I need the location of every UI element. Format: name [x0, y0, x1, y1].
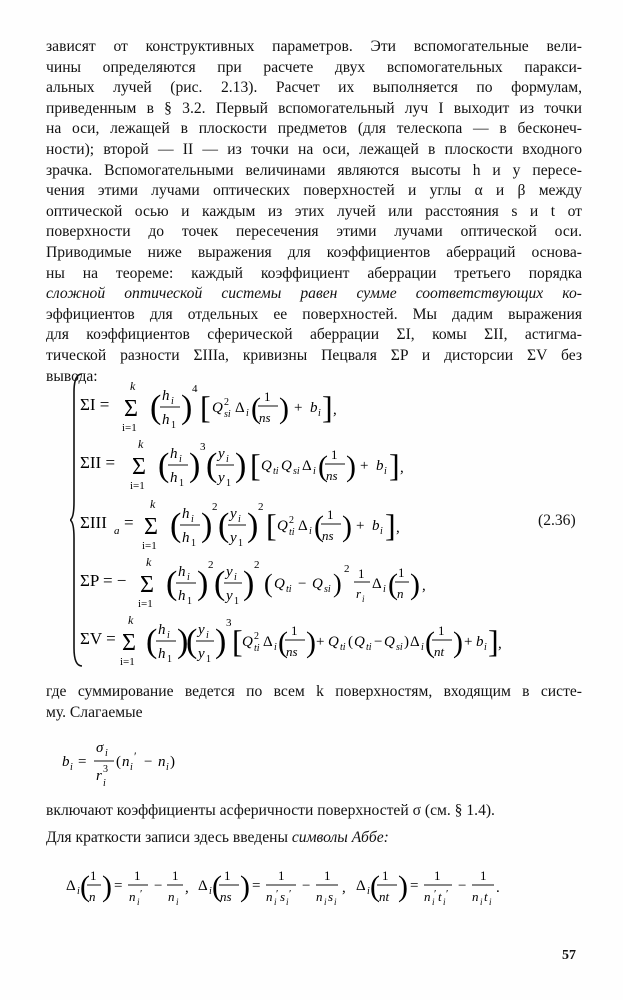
svg-text:y: y: [226, 588, 233, 604]
svg-text:t: t: [438, 889, 442, 904]
svg-text:−: −: [144, 754, 153, 770]
svg-text:1: 1: [480, 868, 487, 883]
svg-text:r: r: [96, 768, 102, 784]
svg-text:h: h: [158, 646, 166, 662]
svg-text:): ): [333, 569, 342, 598]
svg-text:): ): [453, 626, 463, 659]
svg-text:2: 2: [208, 559, 214, 571]
svg-text:ns: ns: [322, 528, 334, 543]
svg-text:1: 1: [264, 389, 271, 404]
svg-text:i: i: [206, 630, 209, 641]
svg-text:s: s: [280, 889, 286, 904]
page-number: 57: [562, 948, 576, 963]
svg-text:1: 1: [171, 420, 176, 431]
svg-text:Q: Q: [261, 458, 272, 474]
svg-text:h: h: [170, 446, 178, 462]
formula-bi: [62, 730, 242, 794]
svg-text:): ): [279, 392, 289, 425]
svg-text:n: n: [89, 889, 96, 904]
svg-text:h: h: [182, 506, 190, 522]
svg-text:): ): [181, 389, 193, 426]
abbe-line: [46, 828, 582, 849]
equation-sum-spherical: [78, 374, 498, 434]
svg-text:n: n: [158, 754, 166, 770]
svg-text:′: ′: [140, 888, 143, 900]
svg-text:3: 3: [103, 764, 108, 775]
svg-text:4: 4: [192, 383, 198, 395]
svg-text:i: i: [484, 642, 487, 653]
svg-text:n: n: [122, 754, 130, 770]
svg-text:h: h: [162, 388, 170, 404]
eq-label-sI: ΣI =: [80, 395, 110, 414]
svg-text:]: ]: [389, 447, 400, 483]
svg-text:si: si: [224, 409, 231, 420]
svg-text:(: (: [212, 870, 222, 903]
svg-text:−: −: [154, 878, 163, 894]
svg-text:i: i: [324, 897, 327, 907]
text-line: включают коэффициенты асферичности поверхностей σ (см. § 1.4).: [46, 802, 495, 819]
equation-sum-petzval: [78, 550, 498, 610]
svg-text:b: b: [376, 458, 384, 474]
svg-text:1: 1: [278, 868, 285, 883]
svg-text:−: −: [298, 576, 307, 592]
svg-text:i: i: [226, 454, 229, 465]
svg-text:,: ,: [396, 520, 400, 536]
svg-text:i: i: [176, 897, 179, 907]
svg-text:h: h: [182, 530, 190, 546]
svg-text:i: i: [362, 594, 365, 604]
svg-text:b: b: [310, 400, 318, 416]
text-line: зависят от конструктивных параметров. Эти вспомогательные вели-: [46, 38, 582, 55]
svg-text:i=1: i=1: [138, 598, 153, 610]
svg-text:i=1: i=1: [122, 422, 137, 434]
text-line: вывода:: [46, 367, 98, 385]
svg-text:=: =: [410, 878, 419, 894]
svg-text:ns: ns: [259, 410, 271, 425]
svg-text:k: k: [138, 437, 144, 451]
svg-text:(: (: [218, 507, 230, 544]
svg-text:+: +: [464, 634, 473, 650]
svg-text:(: (: [314, 510, 324, 543]
svg-text:Q: Q: [312, 576, 323, 592]
svg-text:1: 1: [358, 566, 365, 581]
svg-text:i: i: [103, 778, 106, 789]
svg-text:Σ: Σ: [140, 572, 154, 598]
text-line: зрачка. Вспомогательными величинами являются высоты h и y пересе-: [46, 161, 582, 179]
svg-text:2: 2: [224, 397, 229, 408]
svg-text:): ): [243, 565, 255, 602]
svg-text:σ: σ: [96, 740, 104, 756]
svg-text:+: +: [316, 634, 325, 650]
svg-text:y: y: [218, 446, 225, 462]
svg-text:i: i: [246, 408, 249, 419]
equation-sum-astigmatism: [78, 492, 498, 552]
svg-text:,: ,: [333, 402, 337, 418]
svg-text:ti: ti: [289, 527, 295, 538]
svg-text:′: ′: [446, 888, 449, 900]
svg-text:h: h: [178, 588, 186, 604]
svg-text:−: −: [374, 634, 383, 650]
svg-text:1: 1: [238, 538, 243, 549]
svg-text:1: 1: [234, 596, 239, 607]
svg-text:1: 1: [382, 868, 389, 883]
text-line: чины определяются при расчете двух вспомогательных паракси-: [46, 58, 582, 76]
svg-text:k: k: [128, 613, 134, 627]
svg-text:y: y: [226, 564, 233, 580]
svg-text:y: y: [198, 646, 205, 662]
svg-text:h: h: [170, 470, 178, 486]
svg-text:): ): [177, 623, 189, 660]
abbe-line-pre: Для краткости записи здесь введены: [46, 829, 292, 846]
svg-text:n: n: [472, 889, 479, 904]
eq-label-sIII-eq: =: [124, 513, 134, 532]
svg-text:1: 1: [398, 565, 405, 580]
svg-text:]: ]: [488, 623, 499, 659]
text-line: [46, 828, 582, 849]
text-line: чения этими лучами оптических поверхностей и углы α и β между: [46, 182, 582, 200]
svg-text:Q: Q: [281, 458, 292, 474]
svg-text:1: 1: [90, 868, 97, 883]
svg-text:,: ,: [400, 460, 404, 476]
svg-text:=: =: [252, 878, 261, 894]
svg-text:i: i: [209, 886, 212, 897]
svg-text:): ): [346, 450, 356, 483]
svg-text:1: 1: [206, 654, 211, 665]
svg-text:1: 1: [172, 868, 179, 883]
svg-text:): ): [342, 510, 352, 543]
svg-text:3: 3: [200, 441, 206, 453]
svg-text:i: i: [166, 762, 169, 773]
svg-text:y: y: [198, 622, 205, 638]
svg-text:(: (: [370, 870, 380, 903]
svg-text:(: (: [170, 507, 182, 544]
svg-text:(: (: [80, 870, 90, 903]
svg-text:i: i: [313, 466, 316, 477]
svg-text:Σ: Σ: [122, 630, 136, 656]
text-line: Приводимые ниже выражения для коэффициентов аберраций основа-: [46, 243, 582, 261]
text-line: альных лучей (рис. 2.13). Расчет их выполняется по формулам,: [46, 79, 582, 97]
svg-text:Δ: Δ: [298, 518, 308, 534]
svg-text:1: 1: [331, 447, 338, 462]
svg-text:i: i: [480, 897, 483, 907]
svg-text:ns: ns: [220, 889, 232, 904]
svg-text:i: i: [70, 762, 73, 773]
svg-text:): ): [404, 634, 409, 650]
text-line: приведенным в § 3.2. Первый вспомогательный луч I выходит из точки: [46, 99, 582, 117]
svg-text:Δ: Δ: [198, 878, 208, 894]
svg-text:i: i: [105, 748, 108, 759]
text-line: ны на теореме: каждый коэффициент аберрации третьего порядка: [46, 264, 582, 282]
svg-text:(: (: [150, 389, 162, 426]
svg-text:b: b: [62, 754, 70, 770]
svg-text:1: 1: [291, 623, 298, 638]
text-line: сложной оптической системы равен сумме соответствующих ко-: [46, 285, 582, 303]
svg-text:i: i: [179, 454, 182, 465]
svg-text:,: ,: [185, 880, 189, 896]
svg-text:nt: nt: [379, 889, 390, 904]
svg-text:Q: Q: [274, 576, 285, 592]
svg-text:Δ: Δ: [302, 458, 312, 474]
text-line: где суммирование ведется по всем k поверхностям, входящим в систе-: [46, 683, 582, 700]
svg-text:−: −: [458, 878, 467, 894]
svg-text:Δ: Δ: [356, 878, 366, 894]
svg-text:ns: ns: [326, 468, 338, 483]
svg-text:1: 1: [179, 478, 184, 489]
svg-text:Δ: Δ: [410, 634, 420, 650]
svg-text:2: 2: [344, 563, 350, 575]
svg-text:i: i: [274, 642, 277, 653]
svg-text:1: 1: [167, 654, 172, 665]
svg-text:1: 1: [226, 478, 231, 489]
svg-text:Δ: Δ: [263, 634, 273, 650]
svg-text:): ): [306, 626, 316, 659]
svg-text:′: ′: [276, 888, 279, 900]
intro-paragraph: [46, 37, 582, 387]
svg-text:n: n: [168, 889, 175, 904]
svg-text:k: k: [146, 555, 152, 569]
svg-text:): ): [247, 507, 259, 544]
svg-text:(: (: [116, 754, 121, 770]
svg-text:i: i: [77, 886, 80, 897]
svg-text:=: =: [114, 878, 123, 894]
svg-text:h: h: [178, 564, 186, 580]
svg-text:2: 2: [254, 559, 260, 571]
svg-text:′: ′: [289, 888, 292, 900]
svg-text:): ): [170, 754, 175, 770]
svg-text:[: [: [200, 389, 211, 425]
svg-text:y: y: [230, 530, 237, 546]
svg-text:i: i: [367, 886, 370, 897]
svg-text:2: 2: [254, 631, 259, 642]
svg-text:i: i: [274, 897, 277, 907]
svg-text:): ): [197, 565, 209, 602]
svg-text:i: i: [334, 897, 337, 907]
svg-text:2: 2: [289, 515, 294, 526]
svg-text:Δ: Δ: [66, 878, 76, 894]
svg-text:i: i: [234, 572, 237, 583]
svg-text:,: ,: [342, 880, 346, 896]
svg-text:Q: Q: [384, 634, 395, 650]
sum-explanation: [46, 682, 582, 723]
text-line: ности); второй — II — из точки на оси, лежащей в плоскости входного: [46, 140, 582, 158]
svg-text:i: i: [167, 630, 170, 641]
svg-text:y: y: [218, 470, 225, 486]
svg-text:.: .: [496, 880, 500, 896]
equation-sum-coma: [78, 432, 498, 492]
svg-text:−: −: [302, 878, 311, 894]
svg-text:si: si: [324, 584, 331, 595]
svg-text:ti: ti: [254, 643, 260, 654]
svg-text:n: n: [316, 889, 323, 904]
svg-text:i: i: [286, 897, 289, 907]
svg-text:(: (: [348, 634, 353, 650]
svg-text:Σ: Σ: [132, 454, 146, 480]
svg-text:i: i: [309, 526, 312, 537]
svg-text:n: n: [397, 586, 404, 601]
svg-text:): ): [215, 623, 227, 660]
text-line: на оси, лежащей в плоскости предметов (для телескопа — в бесконеч-: [46, 120, 582, 138]
svg-text:i=1: i=1: [120, 656, 135, 668]
text-line: эффициентов для отдельных ее поверхностей. Мы дадим выражения: [46, 305, 582, 323]
svg-text:i: i: [238, 514, 241, 525]
svg-text:n: n: [266, 889, 273, 904]
svg-text:2: 2: [212, 501, 218, 513]
svg-text:h: h: [158, 622, 166, 638]
svg-text:i: i: [489, 897, 492, 907]
svg-text:Δ: Δ: [372, 576, 382, 592]
svg-text:b: b: [372, 518, 380, 534]
svg-text:+: +: [360, 458, 369, 474]
equation-number: (2.36): [538, 512, 576, 529]
svg-text:n: n: [424, 889, 431, 904]
svg-text:Q: Q: [242, 634, 253, 650]
svg-text:): ): [189, 447, 201, 484]
svg-text:,: ,: [422, 578, 426, 594]
svg-text:1: 1: [327, 507, 334, 522]
svg-text:i: i: [187, 572, 190, 583]
svg-text:′: ′: [434, 888, 437, 900]
svg-text:h: h: [162, 412, 170, 428]
svg-text:nt: nt: [434, 644, 445, 659]
svg-text:Σ: Σ: [144, 514, 158, 540]
formula-abbe-symbols: [66, 856, 566, 916]
svg-text:i: i: [137, 897, 140, 907]
svg-text:(: (: [264, 569, 273, 598]
svg-text:1: 1: [438, 623, 445, 638]
svg-text:i: i: [432, 897, 435, 907]
svg-text:2: 2: [258, 501, 264, 513]
svg-text:ti: ti: [286, 584, 292, 595]
svg-text:i: i: [318, 408, 321, 419]
svg-text:k: k: [130, 379, 136, 393]
svg-text:′: ′: [134, 749, 137, 763]
svg-text:b: b: [476, 634, 484, 650]
svg-text:1: 1: [187, 596, 192, 607]
svg-text:]: ]: [385, 507, 396, 543]
svg-text:Σ: Σ: [124, 396, 138, 422]
svg-text:i: i: [380, 526, 383, 537]
svg-text:(: (: [166, 565, 178, 602]
svg-text:): ): [398, 870, 408, 903]
svg-text:,: ,: [498, 636, 502, 652]
eq-label-sII: ΣII =: [80, 453, 116, 472]
svg-text:Δ: Δ: [235, 400, 245, 416]
text-line: оптической осью и каждым из этих лучей или расстояния s и t от: [46, 202, 582, 220]
svg-text:1: 1: [324, 868, 331, 883]
svg-text:k: k: [150, 497, 156, 511]
svg-text:3: 3: [226, 617, 232, 629]
svg-text:(: (: [278, 626, 288, 659]
svg-text:i: i: [443, 897, 446, 907]
svg-text:i=1: i=1: [142, 540, 157, 552]
svg-text:): ): [410, 568, 420, 601]
svg-text:y: y: [230, 506, 237, 522]
text-line: поверхности до точек пересечения этими лучами оптической оси.: [46, 223, 582, 241]
text-line: тической разности ΣIIIa, кривизны Пецваля ΣP и дисторсии ΣV без: [46, 346, 582, 364]
text-line: му. Слагаемые: [46, 703, 143, 721]
svg-text:n: n: [129, 889, 136, 904]
svg-text:[: [: [266, 507, 277, 543]
text-line: для коэффициентов сферической аберрации ΣI, комы ΣII, астигма-: [46, 326, 582, 344]
svg-text:[: [: [232, 623, 243, 659]
svg-text:(: (: [206, 447, 218, 484]
svg-text:1: 1: [224, 868, 231, 883]
svg-text:+: +: [294, 400, 303, 416]
abbe-line-italic: символы Аббе:: [291, 829, 389, 846]
svg-text:(: (: [146, 623, 158, 660]
svg-text:i: i: [383, 584, 386, 595]
svg-text:s: s: [328, 889, 334, 904]
asphericity-line: [46, 801, 582, 822]
svg-text:): ): [102, 870, 112, 903]
eq-label-sIII-sub: a: [114, 525, 120, 537]
svg-text:t: t: [484, 889, 488, 904]
svg-text:i: i: [191, 514, 194, 525]
eq-label-sV: ΣV =: [80, 629, 116, 648]
svg-text:(: (: [186, 623, 198, 660]
svg-text:i=1: i=1: [130, 480, 145, 492]
svg-text:+: +: [356, 518, 365, 534]
svg-text:1: 1: [434, 868, 441, 883]
svg-text:(: (: [251, 392, 261, 425]
svg-text:): ): [201, 507, 213, 544]
svg-text:si: si: [396, 642, 403, 653]
svg-text:si: si: [293, 466, 300, 477]
svg-text:[: [: [250, 447, 261, 483]
svg-text:(: (: [214, 565, 226, 602]
eq-label-sIII: ΣIII: [80, 513, 107, 532]
svg-text:Q: Q: [328, 634, 339, 650]
svg-text:ns: ns: [286, 644, 298, 659]
svg-text:(: (: [318, 450, 328, 483]
svg-text:(: (: [425, 626, 435, 659]
svg-text:ti: ti: [340, 642, 346, 653]
svg-text:(: (: [158, 447, 170, 484]
svg-text:i: i: [421, 642, 424, 653]
svg-text:1: 1: [191, 538, 196, 549]
svg-text:Q: Q: [212, 400, 223, 416]
equation-sum-distortion: [78, 608, 518, 668]
svg-text:=: =: [78, 754, 87, 770]
svg-text:ti: ti: [366, 642, 372, 653]
svg-text:Q: Q: [354, 634, 365, 650]
svg-text:(: (: [388, 568, 398, 601]
svg-text:ti: ti: [273, 466, 279, 477]
svg-text:): ): [240, 870, 250, 903]
eq-label-sP: ΣP = −: [80, 571, 127, 590]
svg-text:r: r: [356, 586, 362, 601]
svg-text:1: 1: [134, 868, 141, 883]
svg-text:i: i: [171, 396, 174, 407]
svg-text:i: i: [384, 466, 387, 477]
svg-text:i: i: [130, 762, 133, 773]
svg-text:Q: Q: [277, 518, 288, 534]
svg-text:]: ]: [322, 389, 333, 425]
svg-text:): ): [235, 447, 247, 484]
